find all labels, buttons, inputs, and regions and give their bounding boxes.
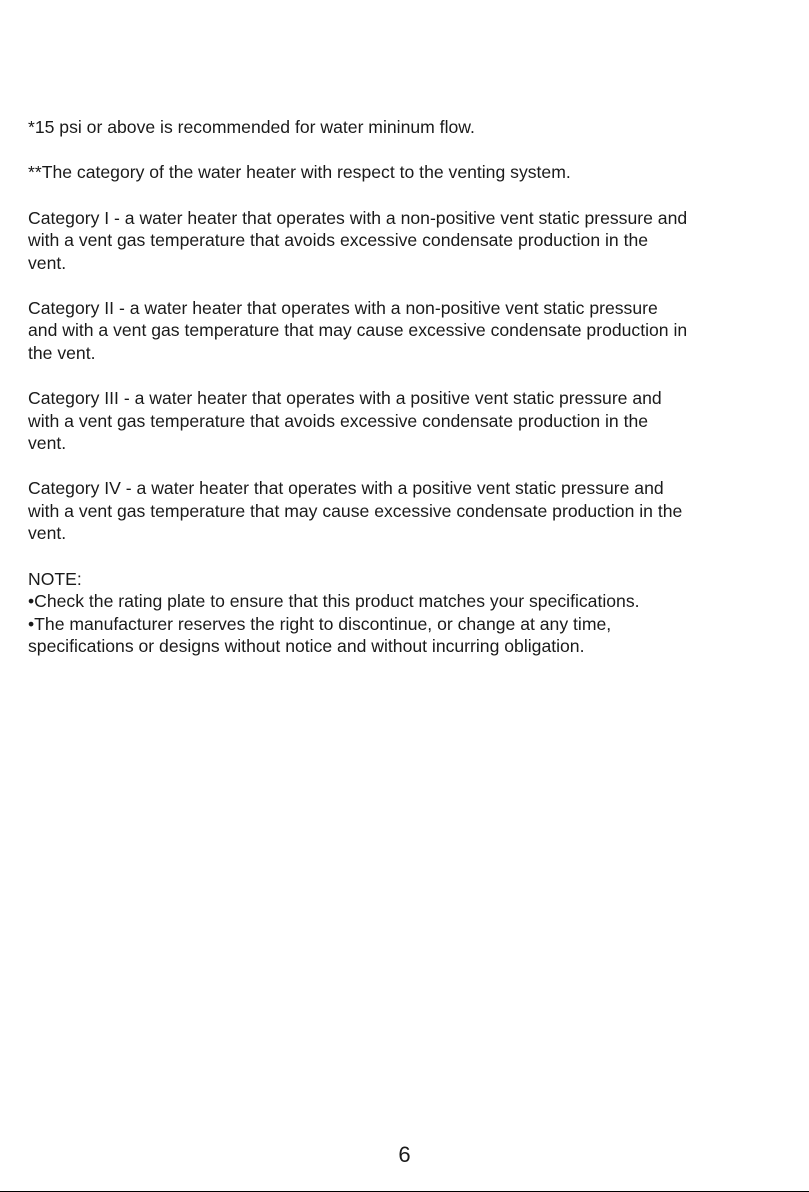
note-line: •Check the rating plate to ensure that this product matches your specifications. (28, 591, 640, 612)
category-1-line: Category I - a water heater that operates with a non-positive vent static pressure and (28, 207, 688, 228)
category-3-definition (28, 387, 788, 454)
category-2-definition (28, 297, 788, 364)
category-1-line: with a vent gas temperature that avoids excessive condensate production in the (28, 230, 649, 251)
footnote-category: **The category of the water heater with respect to the venting system. (28, 162, 571, 183)
category-2-line: the vent. (28, 342, 96, 363)
note-heading: NOTE: (28, 568, 82, 589)
category-2-line: and with a vent gas temperature that may cause excessive condensate production in (28, 320, 688, 341)
category-3-line: Category III - a water heater that operates with a positive vent static pressure and (28, 388, 662, 409)
category-4-line: with a vent gas temperature that may cause excessive condensate production in the (28, 500, 683, 521)
category-4-line: vent. (28, 523, 67, 544)
note-block (28, 568, 788, 658)
category-2-line: Category II - a water heater that operates with a non-positive vent static pressure (28, 298, 658, 319)
category-3-line: vent. (28, 433, 67, 454)
page-content (28, 116, 788, 680)
page-number: 6 (398, 1142, 411, 1167)
category-1-line: vent. (28, 252, 67, 273)
category-3-line: with a vent gas temperature that avoids excessive condensate production in the (28, 410, 649, 431)
note-line: specifications or designs without notice and without incurring obligation. (28, 635, 585, 656)
category-4-definition (28, 477, 788, 544)
category-1-definition (28, 207, 788, 274)
category-4-line: Category IV - a water heater that operates with a positive vent static pressure and (28, 478, 664, 499)
note-line: •The manufacturer reserves the right to discontinue, or change at any time, (28, 613, 612, 634)
footnote-psi: *15 psi or above is recommended for water mininum flow. (28, 117, 475, 137)
